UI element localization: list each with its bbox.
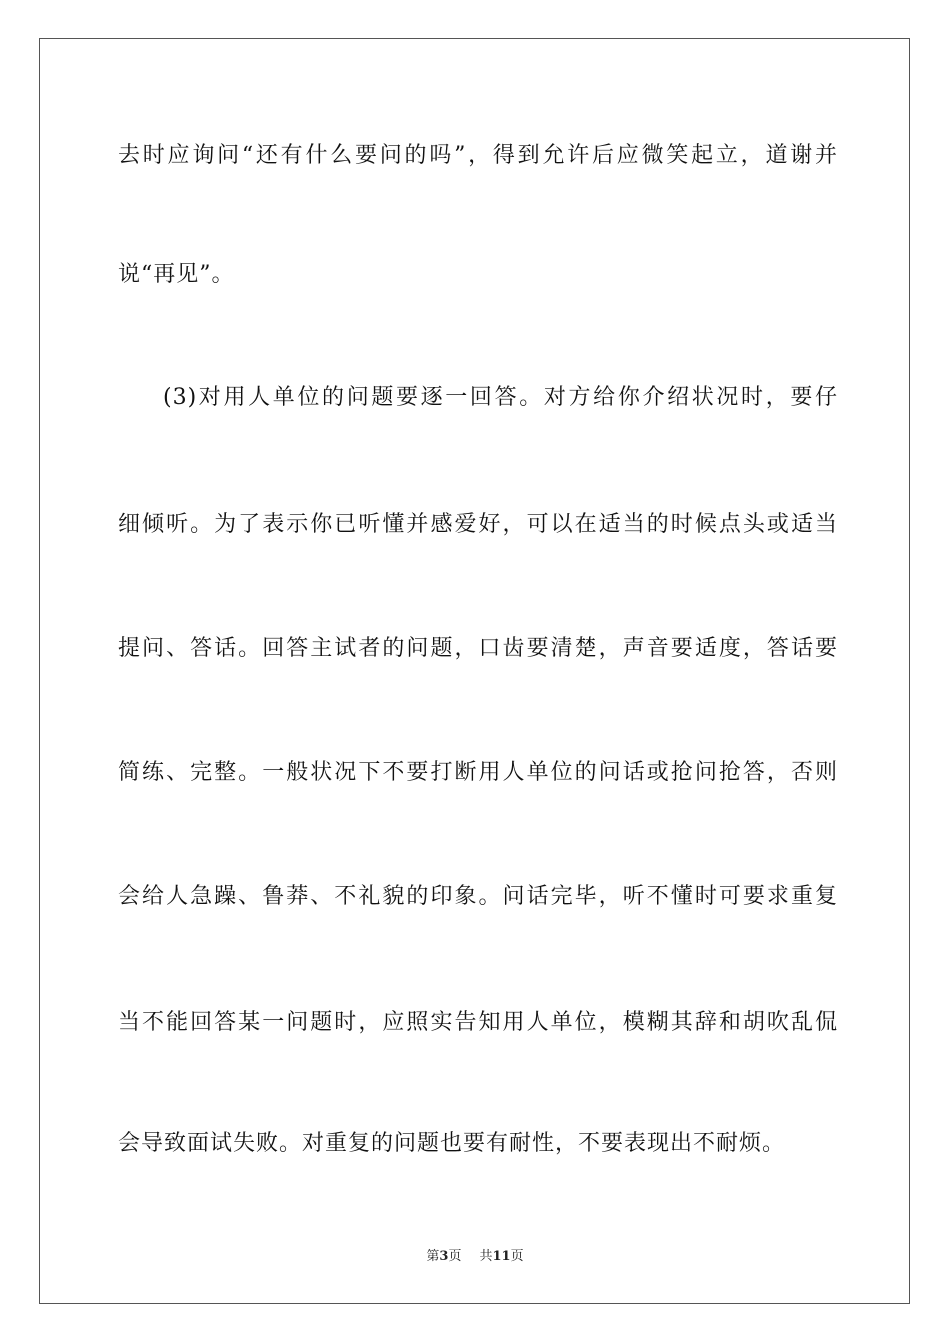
footer-page-suffix: 页 xyxy=(448,1249,462,1264)
text-line-3: (3)对用人单位的问题要逐一回答。对方给你介绍状况时，要仔 xyxy=(163,385,838,410)
text-line-4: 细倾听。为了表示你已听懂并感爱好，可以在适当的时候点头或适当 xyxy=(118,512,838,537)
text-line-8: 当不能回答某一问题时，应照实告知用人单位，模糊其辞和胡吹乱侃 xyxy=(118,1010,838,1035)
footer-total-prefix: 共 xyxy=(479,1249,493,1264)
page-footer xyxy=(0,1248,950,1266)
footer-page-prefix: 第 xyxy=(426,1249,440,1264)
text-line-9: 会导致面试失败。对重复的问题也要有耐性，不要表现出不耐烦。 xyxy=(118,1131,786,1156)
page-border xyxy=(39,38,910,1304)
text-line-6: 简练、完整。一般状况下不要打断用人单位的问话或抢问抢答，否则 xyxy=(118,760,838,785)
text-line-2: 说“再见”。 xyxy=(118,262,235,287)
footer-total-suffix: 页 xyxy=(510,1249,524,1264)
text-line-5: 提问、答话。回答主试者的问题，口齿要清楚，声音要适度，答话要 xyxy=(118,636,838,661)
footer-total-pages: 11 xyxy=(492,1249,511,1264)
text-line-1: 去时应询问“还有什么要问的吗”，得到允许后应微笑起立，道谢并 xyxy=(118,143,838,168)
text-line-7: 会给人急躁、鲁莽、不礼貌的印象。问话完毕，听不懂时可要求重复 xyxy=(118,884,838,909)
footer-page-number: 3 xyxy=(439,1249,449,1264)
